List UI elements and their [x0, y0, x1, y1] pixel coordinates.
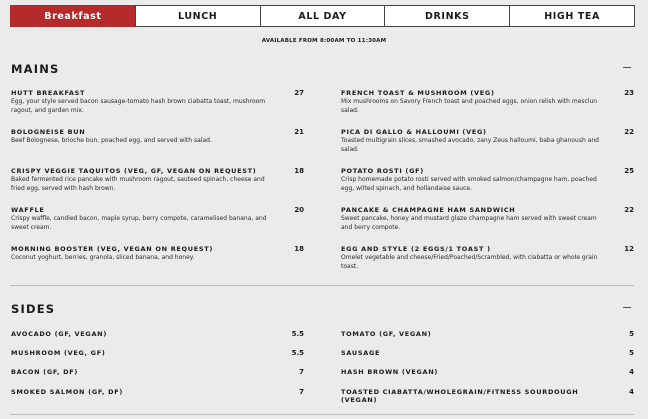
item-description: Crisp homemade potato rosti served with smoked salmon/champagne ham, poached egg, wilted spinach, and hollandaise sauce. [341, 176, 597, 192]
mains-collapse-button[interactable] [623, 63, 631, 71]
tab-drinks[interactable]: DRINKS [384, 5, 510, 27]
item-price: 4 [629, 368, 634, 376]
item-price: 5 [629, 349, 634, 357]
item-name: EGG AND STYLE (2 EGGS/1 TOAST ) [341, 245, 491, 253]
item-price: 27 [294, 89, 304, 97]
item-name: HASH BROWN (VEGAN) [341, 368, 439, 376]
side-item-mushroom [11, 349, 304, 359]
item-price: 12 [624, 245, 634, 253]
item-price: 25 [624, 167, 634, 175]
side-item-tomato [341, 330, 634, 340]
item-price: 7 [299, 368, 304, 376]
tab-all-day[interactable]: ALL DAY [260, 5, 386, 27]
section-divider [10, 285, 634, 286]
item-price: 18 [294, 167, 304, 175]
item-price: 20 [294, 206, 304, 214]
item-description: Beef Bolognese, brioche bun, poached egg, and served with salad. [11, 137, 212, 144]
item-name: PANCAKE & CHAMPAGNE HAM SANDWICH [341, 206, 516, 214]
mains-title: MAINS [11, 62, 60, 76]
item-price: 5.5 [291, 330, 304, 338]
menu-item-pica-di-gallo-halloumi [341, 128, 634, 162]
item-price: 5.5 [291, 349, 304, 357]
item-description: Egg, your style served bacon sausage-tomato hash brown ciabatta toast, mushroom ragout, and garden mix. [11, 98, 266, 114]
side-item-sausage [341, 349, 634, 359]
side-item-toasted-ciabatta [341, 388, 634, 406]
availability-note: AVAILABLE FROM 8:00AM TO 11:30AM [261, 38, 387, 44]
side-item-avocado [11, 330, 304, 340]
item-description: Sweet pancake, honey and mustard glaze champagne ham served with sweet cream and berry compote. [341, 215, 597, 231]
sides-title: SIDES [11, 302, 56, 316]
item-description: Toasted multigrain slices, smashed avocado, zany Zeus halloumi, baba ghanoush and salad. [341, 137, 599, 153]
item-price: 4 [629, 388, 634, 396]
minus-icon [623, 307, 631, 308]
item-price: 22 [624, 206, 634, 214]
item-name: SMOKED SALMON (GF, DF) [11, 388, 124, 396]
menu-item-egg-and-style [341, 245, 634, 279]
menu-item-waffle [11, 206, 304, 240]
item-name: AVOCADO (GF, VEGAN) [11, 330, 107, 338]
item-description: Mix mushrooms on Savory French toast and poached eggs, onion relish with mesclun salad. [341, 98, 598, 114]
menu-item-french-toast-mushroom [341, 89, 634, 123]
item-description: Omelet vegetable and cheese/Fried/Poached/Scrambled, with ciabatta or whole grain toast. [341, 254, 598, 270]
item-name: WAFFLE [11, 206, 45, 214]
item-name: TOASTED CIABATTA/WHOLEGRAIN/FITNESS SOURDOUGH (VEGAN) [341, 388, 579, 404]
item-name: FRENCH TOAST & MUSHROOM (VEG) [341, 89, 495, 97]
item-name: BOLOGNEISE BUN [11, 128, 86, 136]
item-name: MUSHROOM (VEG, GF) [11, 349, 106, 357]
menu-item-potato-rosti [341, 167, 634, 201]
menu-item-hutt-breakfast [11, 89, 304, 123]
side-item-hash-brown [341, 368, 634, 378]
item-description: Coconut yoghurt, berries, granola, sliced banana, and honey. [11, 254, 195, 261]
menu-item-pancake-champagne-ham [341, 206, 634, 240]
side-item-smoked-salmon [11, 388, 304, 398]
menu-item-crispy-veggie-taquitos [11, 167, 304, 201]
item-price: 23 [624, 89, 634, 97]
sides-collapse-button[interactable] [623, 303, 631, 311]
item-price: 21 [294, 128, 304, 136]
menu-item-bologneise-bun [11, 128, 304, 158]
item-name: BACON (GF, DF) [11, 368, 79, 376]
tab-lunch[interactable]: LUNCH [135, 5, 261, 27]
menu-tabs [10, 5, 634, 27]
section-divider [10, 414, 634, 415]
side-item-bacon [11, 368, 304, 378]
item-price: 5 [629, 330, 634, 338]
item-name: PICA DI GALLO & HALLOUMI (VEG) [341, 128, 487, 136]
item-description: Crispy waffle, candied bacon, maple syrup, berry compote, caramelised banana, and sweet cream. [11, 215, 267, 231]
tab-high-tea[interactable]: HIGH TEA [509, 5, 635, 27]
item-name: HUTT BREAKFAST [11, 89, 86, 97]
item-name: POTATO ROSTI (GF) [341, 167, 424, 175]
tab-breakfast[interactable]: Breakfast [10, 5, 136, 27]
item-name: MORNING BOOSTER (VEG, VEGAN ON REQUEST) [11, 245, 214, 253]
item-description: Baked fermented rice pancake with mushroom ragout, sauteed spinach, cheese and fried egg, served with hash brown. [11, 176, 265, 192]
minus-icon [623, 67, 631, 68]
item-name: CRISPY VEGGIE TAQUITOS (VEG, GF, VEGAN ON REQUEST) [11, 167, 257, 175]
item-price: 18 [294, 245, 304, 253]
item-price: 22 [624, 128, 634, 136]
item-price: 7 [299, 388, 304, 396]
menu-item-morning-booster [11, 245, 304, 271]
item-name: SAUSAGE [341, 349, 381, 357]
item-name: TOMATO (GF, VEGAN) [341, 330, 432, 338]
